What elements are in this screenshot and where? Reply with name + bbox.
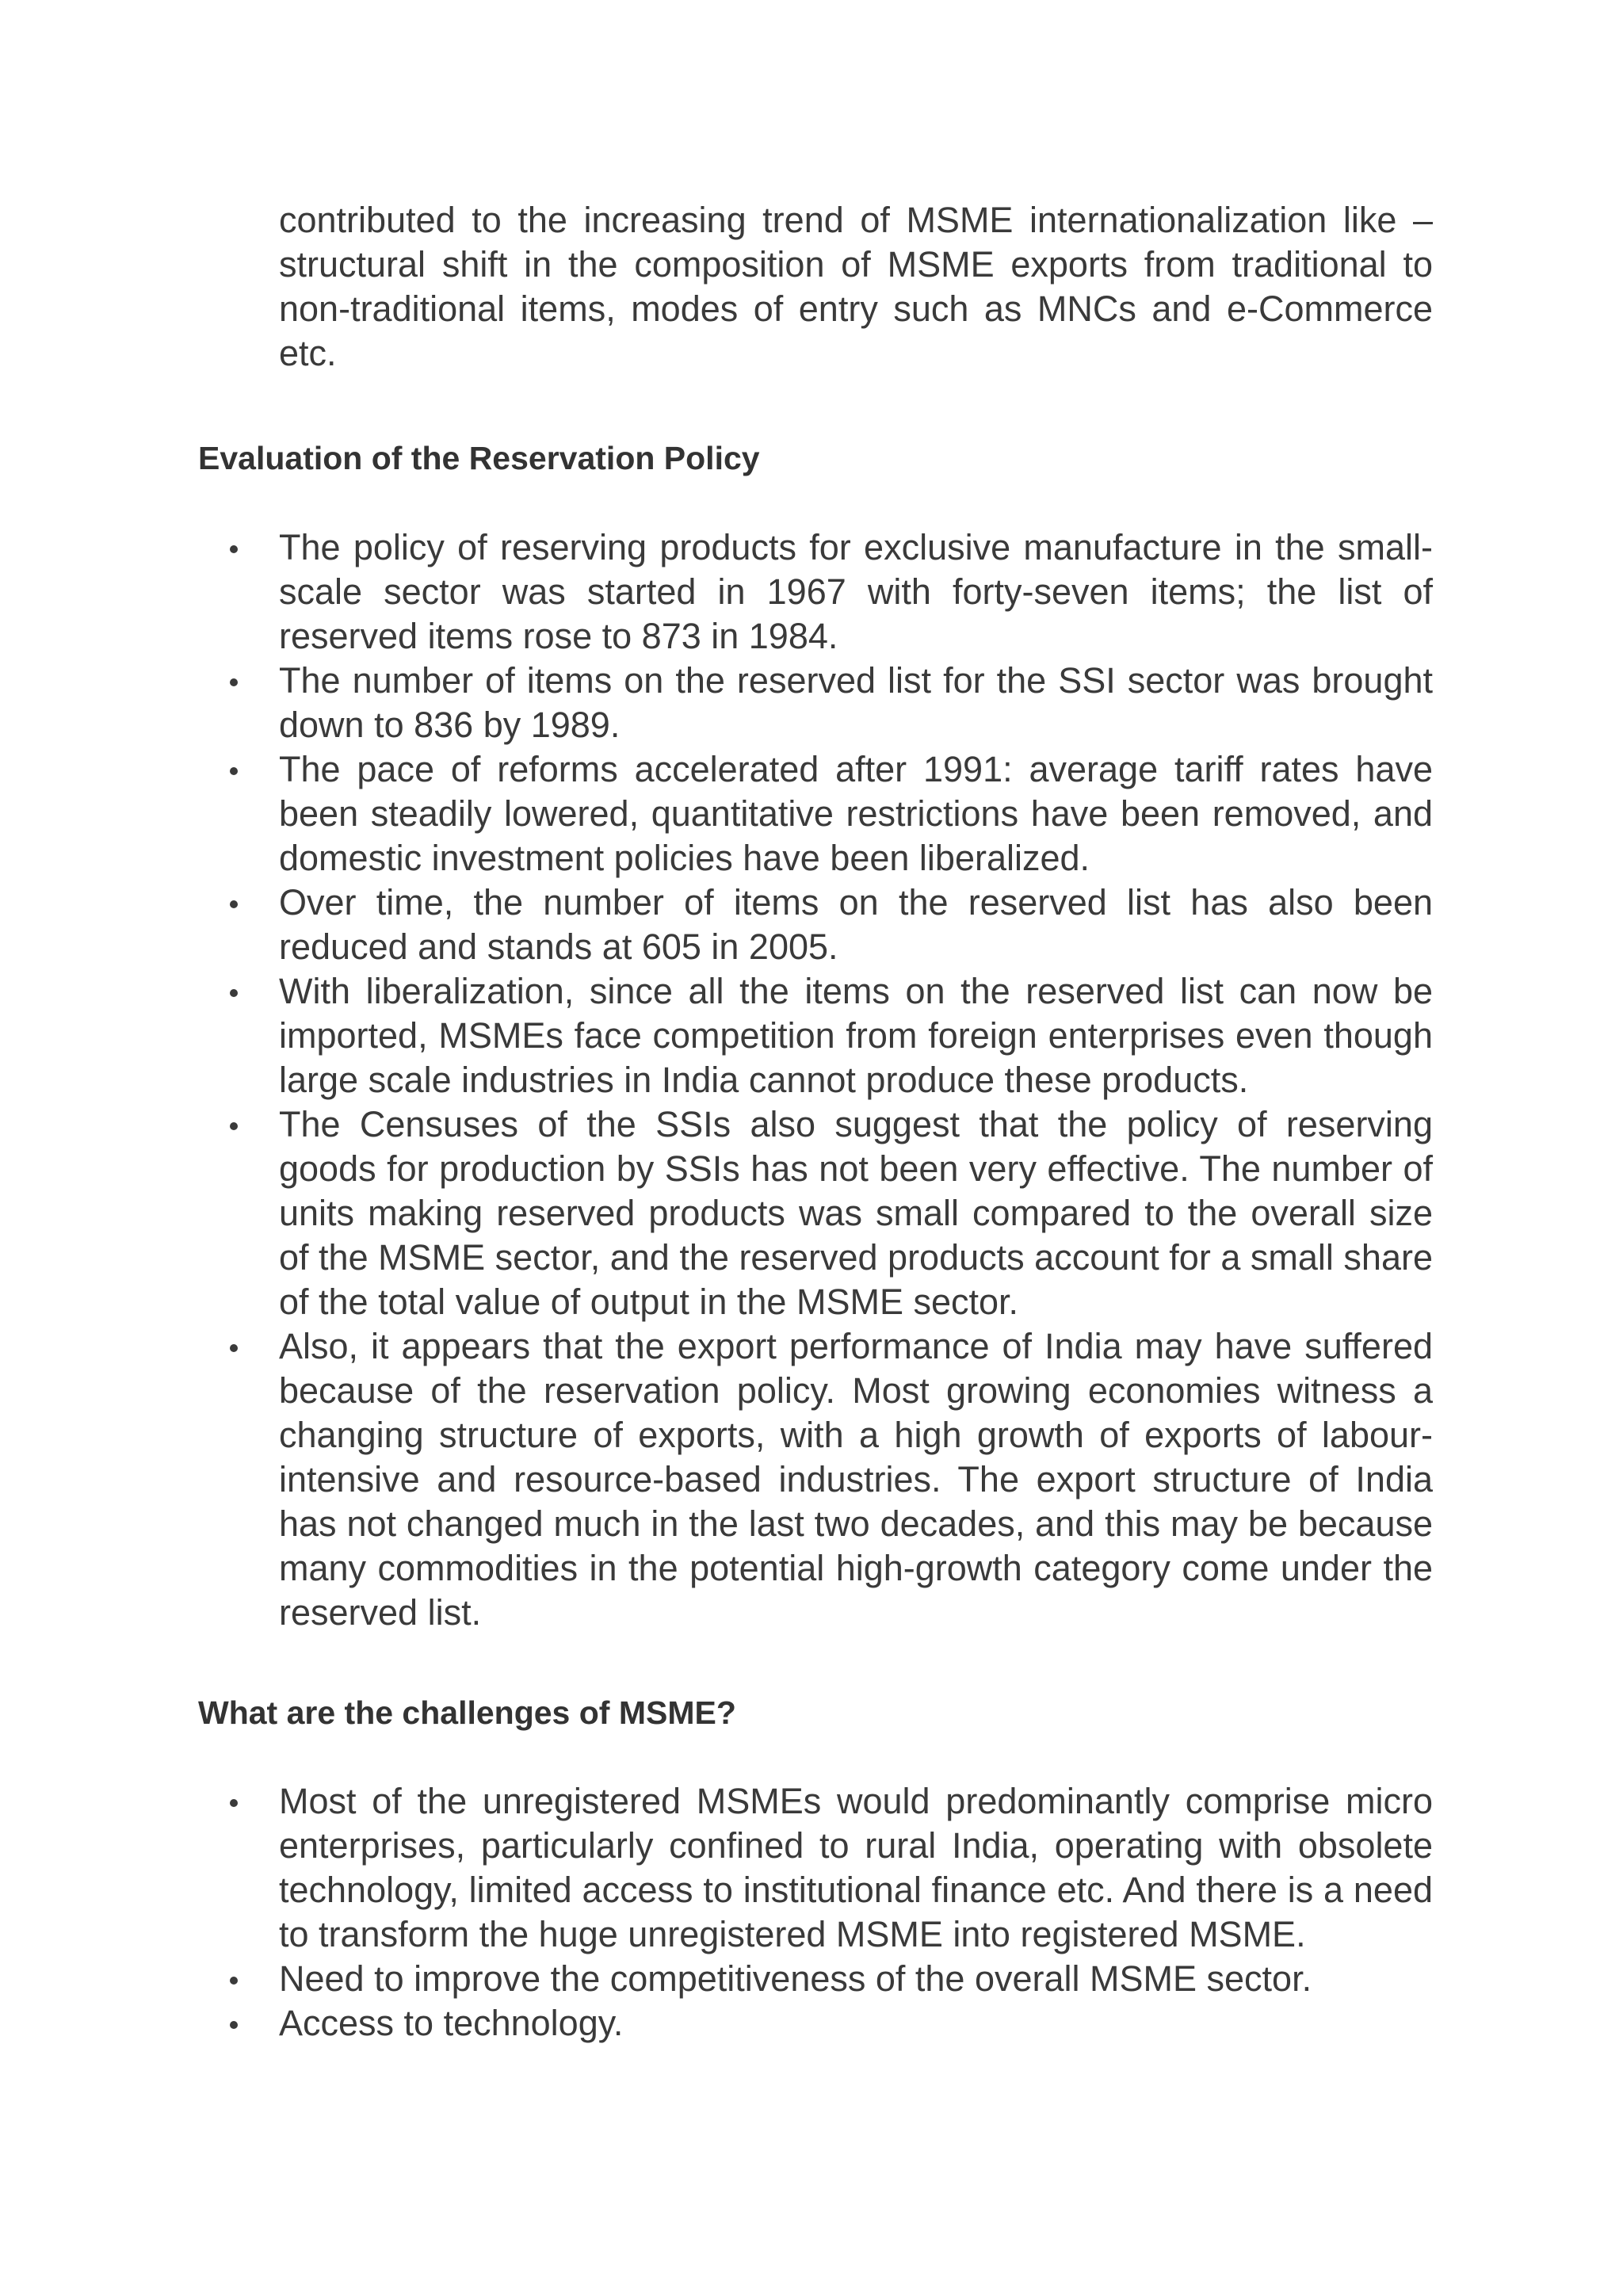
list-item [279,1957,1433,2001]
bullet-icon [230,2021,238,2029]
section-heading-reservation-policy: Evaluation of the Reservation Policy [198,440,760,476]
bullet-icon [230,1122,238,1130]
list-item [279,747,1433,881]
bullet-icon [230,767,238,775]
list-item [279,881,1433,969]
list-item [279,1324,1433,1635]
bullet-icon [230,1977,238,1985]
bullet-icon [230,900,238,908]
challenges-list [279,1779,1433,2046]
list-item [279,525,1433,659]
list-item-text: The Censuses of the SSIs also suggest that the policy of reserving goods for production by SSIs has not been very effective. The number of units making reserved products was small compared to the overall size of the MSME sector, and the reserved products account for a small share of the total value of output in the MSME sector. [279,1104,1433,1322]
list-item-text: Also, it appears that the export performance of India may have suffered because of the reservation policy. Most growing economies witness a changing structure of exports, with a high growth of exports of labour-intensive and resource-based industries. The export structure of India has not changed much in the last two decades, and this may be because many commodities in the potential high-growth category come under the reserved list. [279,1326,1433,1633]
list-item-text: Most of the unregistered MSMEs would predominantly comprise micro enterprises, particularly confined to rural India, operating with obsolete technology, limited access to institutional finance etc. And there is a need to transform the huge unregistered MSME into registered MSME. [279,1781,1433,1954]
bullet-icon [230,989,238,997]
list-item [279,969,1433,1102]
list-item-text: The pace of reforms accelerated after 1991: average tariff rates have been steadily lowered, quantitative restrictions have been removed, and domestic investment policies have been liberalized. [279,749,1433,878]
list-item-text: The policy of reserving products for exclusive manufacture in the small-scale sector was started in 1967 with forty-seven items; the list of reserved items rose to 873 in 1984. [279,527,1433,656]
intro-paragraph: contributed to the increasing trend of MSME internationalization like – structural shift in the composition of MSME exports from traditional to non-traditional items, modes of entry such as MNCs and e-Commerce etc. [279,200,1433,373]
list-item-text: Access to technology. [279,2003,624,2043]
list-item-text: With liberalization, since all the items on the reserved list can now be imported, MSMEs face competition from foreign enterprises even though large scale industries in India cannot produce these products. [279,971,1433,1100]
list-item [279,659,1433,747]
list-item [279,2001,1433,2046]
list-item [279,1779,1433,1957]
reservation-policy-list [279,525,1433,1635]
list-item-text: Over time, the number of items on the reserved list has also been reduced and stands at 605 in 2005. [279,882,1433,967]
bullet-icon [230,1344,238,1352]
bullet-icon [230,678,238,686]
section-heading-challenges: What are the challenges of MSME? [198,1694,736,1731]
list-item-text: The number of items on the reserved list for the SSI sector was brought down to 836 by 1989. [279,660,1433,745]
list-item-text: Need to improve the competitiveness of the overall MSME sector. [279,1958,1312,1999]
bullet-icon [230,545,238,553]
bullet-icon [230,1799,238,1807]
list-item [279,1102,1433,1324]
